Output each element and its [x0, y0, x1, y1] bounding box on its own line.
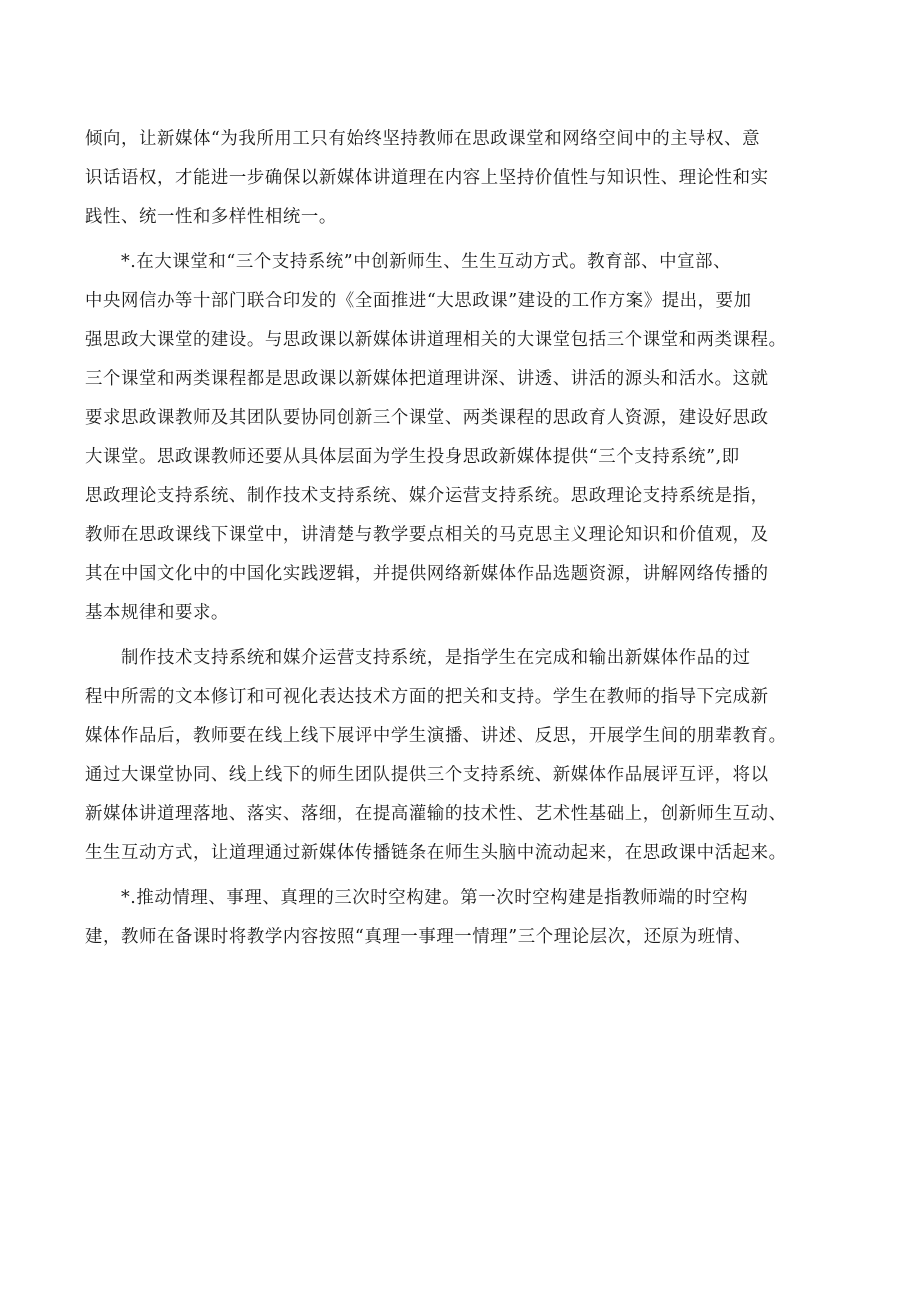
text-line: 思政理论支持系统、制作技术支持系统、媒介运营支持系统。思政理论支持系统是指， [85, 486, 769, 506]
text-line: 要求思政课教师及其团队要协同创新三个课堂、两类课程的思政育人资源，建设好思政 [85, 408, 769, 428]
text-line: 教师在思政课线下课堂中，讲清楚与教学要点相关的马克思主义理论知识和价值观，及 [85, 525, 769, 545]
text-line: *.在大课堂和“三个支持系统”中创新师生、生生互动方式。教育部、中宣部、 [121, 252, 732, 272]
text-line: 制作技术支持系统和媒介运营支持系统，是指学生在完成和输出新媒体作品的过 [121, 648, 751, 668]
paragraph-1 [85, 120, 855, 237]
text-line: 大课堂。思政课教师还要从具体层面为学生投身思政新媒体提供“三个支持系统”,即 [85, 447, 740, 467]
text-line: 媒体作品后，教师要在线上线下展评中学生演播、讲述、反思，开展学生间的朋辈教育。 [85, 726, 787, 746]
text-line: 强思政大课堂的建设。与思政课以新媒体讲道理相关的大课堂包括三个课堂和两类课程。 [85, 330, 787, 350]
paragraph-3 [85, 639, 855, 873]
text-line: 基本规律和要求。 [85, 603, 229, 623]
text-line: 其在中国文化中的中国化实践逻辑，并提供网络新媒体作品选题资源，讲解网络传播的 [85, 564, 769, 584]
text-line: 三个课堂和两类课程都是思政课以新媒体把道理讲深、讲透、讲活的源头和活水。这就 [85, 369, 769, 389]
paragraph-4 [85, 879, 855, 957]
document-body [85, 120, 855, 963]
text-line: 通过大课堂协同、线上线下的师生团队提供三个支持系统、新媒体作品展评互评，将以 [85, 765, 769, 785]
text-line: 中央网信办等十部门联合印发的《全面推进“大思政课”建设的工作方案》提出，要加 [85, 291, 752, 311]
text-line: 识话语权，才能进一步确保以新媒体讲道理在内容上坚持价值性与知识性、理论性和实 [85, 168, 769, 188]
text-line: 建，教师在备课时将教学内容按照“真理一事理一情理”三个理论层次，还原为班情、 [85, 927, 752, 947]
text-line: *.推动情理、事理、真理的三次时空构建。第一次时空构建是指教师端的时空构 [121, 888, 749, 908]
text-line: 新媒体讲道理落地、落实、落细，在提高灌输的技术性、艺术性基础上，创新师生互动、 [85, 804, 787, 824]
text-line: 程中所需的文本修订和可视化表达技术方面的把关和支持。学生在教师的指导下完成新 [85, 687, 769, 707]
text-line: 倾向，让新媒体“为我所用工只有始终坚持教师在思政课堂和网络空间中的主导权、意 [85, 129, 761, 149]
text-line: 生生互动方式，让道理通过新媒体传播链条在师生头脑中流动起来，在思政课中活起来。 [85, 843, 787, 863]
text-line: 践性、统一性和多样性相统一。 [85, 207, 337, 227]
paragraph-2 [85, 243, 855, 633]
